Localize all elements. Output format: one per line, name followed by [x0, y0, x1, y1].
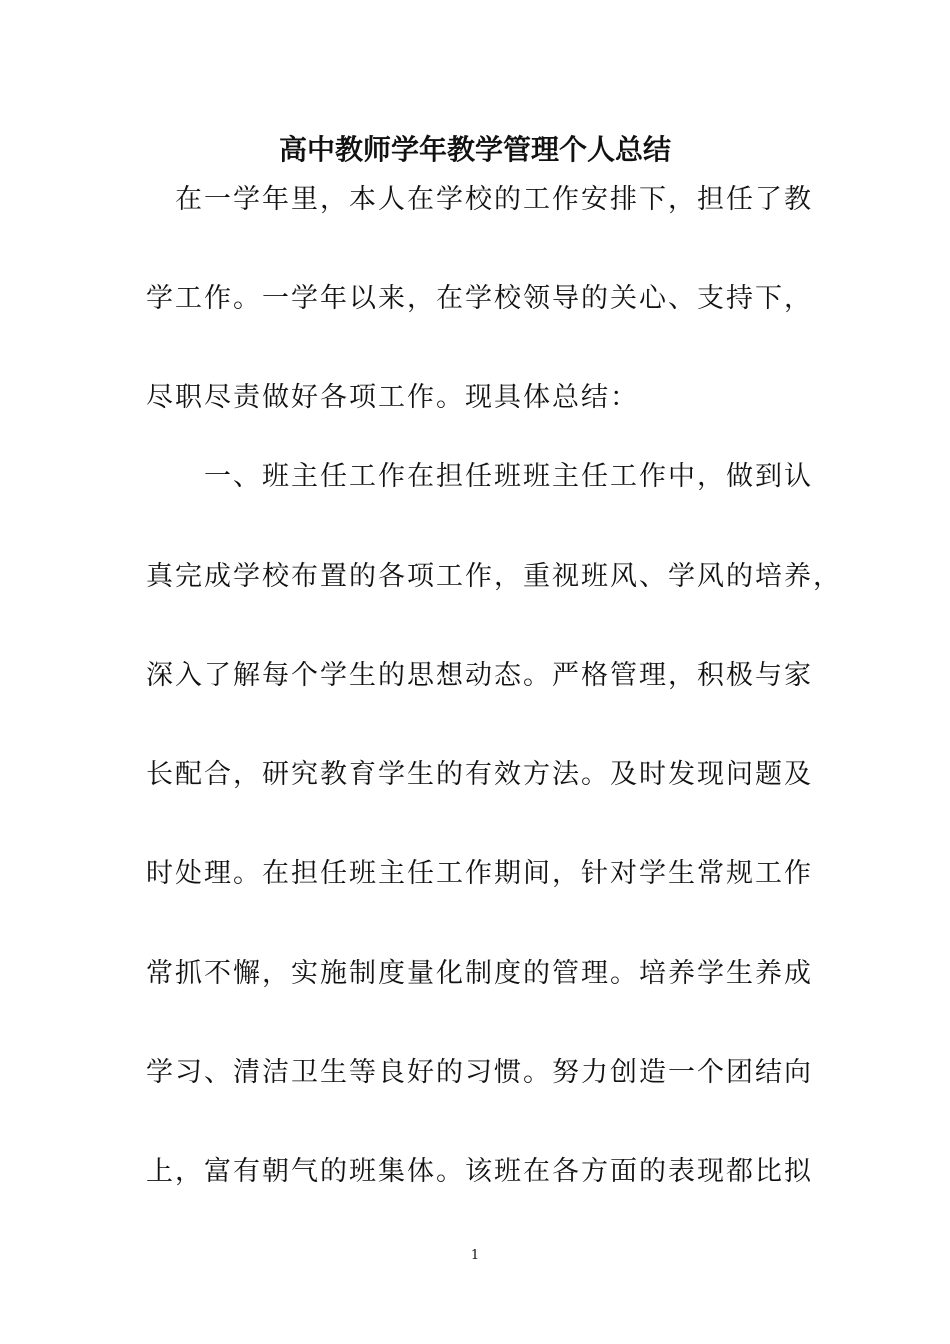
body-line-3: 尽职尽责做好各项工作。现具体总结：	[146, 382, 639, 413]
body-line-6: 深入了解每个学生的思想动态。严格管理，积极与家	[146, 660, 813, 691]
body-line-2: 学工作。一学年以来，在学校领导的关心、支持下，	[146, 283, 813, 314]
document-title: 高中教师学年教学管理个人总结	[278, 133, 671, 166]
body-line-10: 学习、清洁卫生等良好的习惯。努力创造一个团结向	[146, 1057, 813, 1088]
page-number: 1	[470, 1248, 480, 1263]
body-line-11: 上，富有朝气的班集体。该班在各方面的表现都比拟	[146, 1156, 813, 1187]
body-line-7: 长配合，研究教育学生的有效方法。及时发现问题及	[146, 759, 813, 790]
body-line-1: 在一学年里，本人在学校的工作安排下，担任了教	[146, 184, 813, 215]
body-line-4: 一、班主任工作在担任班班主任工作中，做到认	[146, 461, 813, 492]
body-line-9: 常抓不懈，实施制度量化制度的管理。培养学生养成	[146, 958, 813, 989]
body-line-5: 真完成学校布置的各项工作，重视班风、学风的培养，	[146, 561, 842, 592]
body-line-8: 时处理。在担任班主任工作期间，针对学生常规工作	[146, 858, 813, 889]
